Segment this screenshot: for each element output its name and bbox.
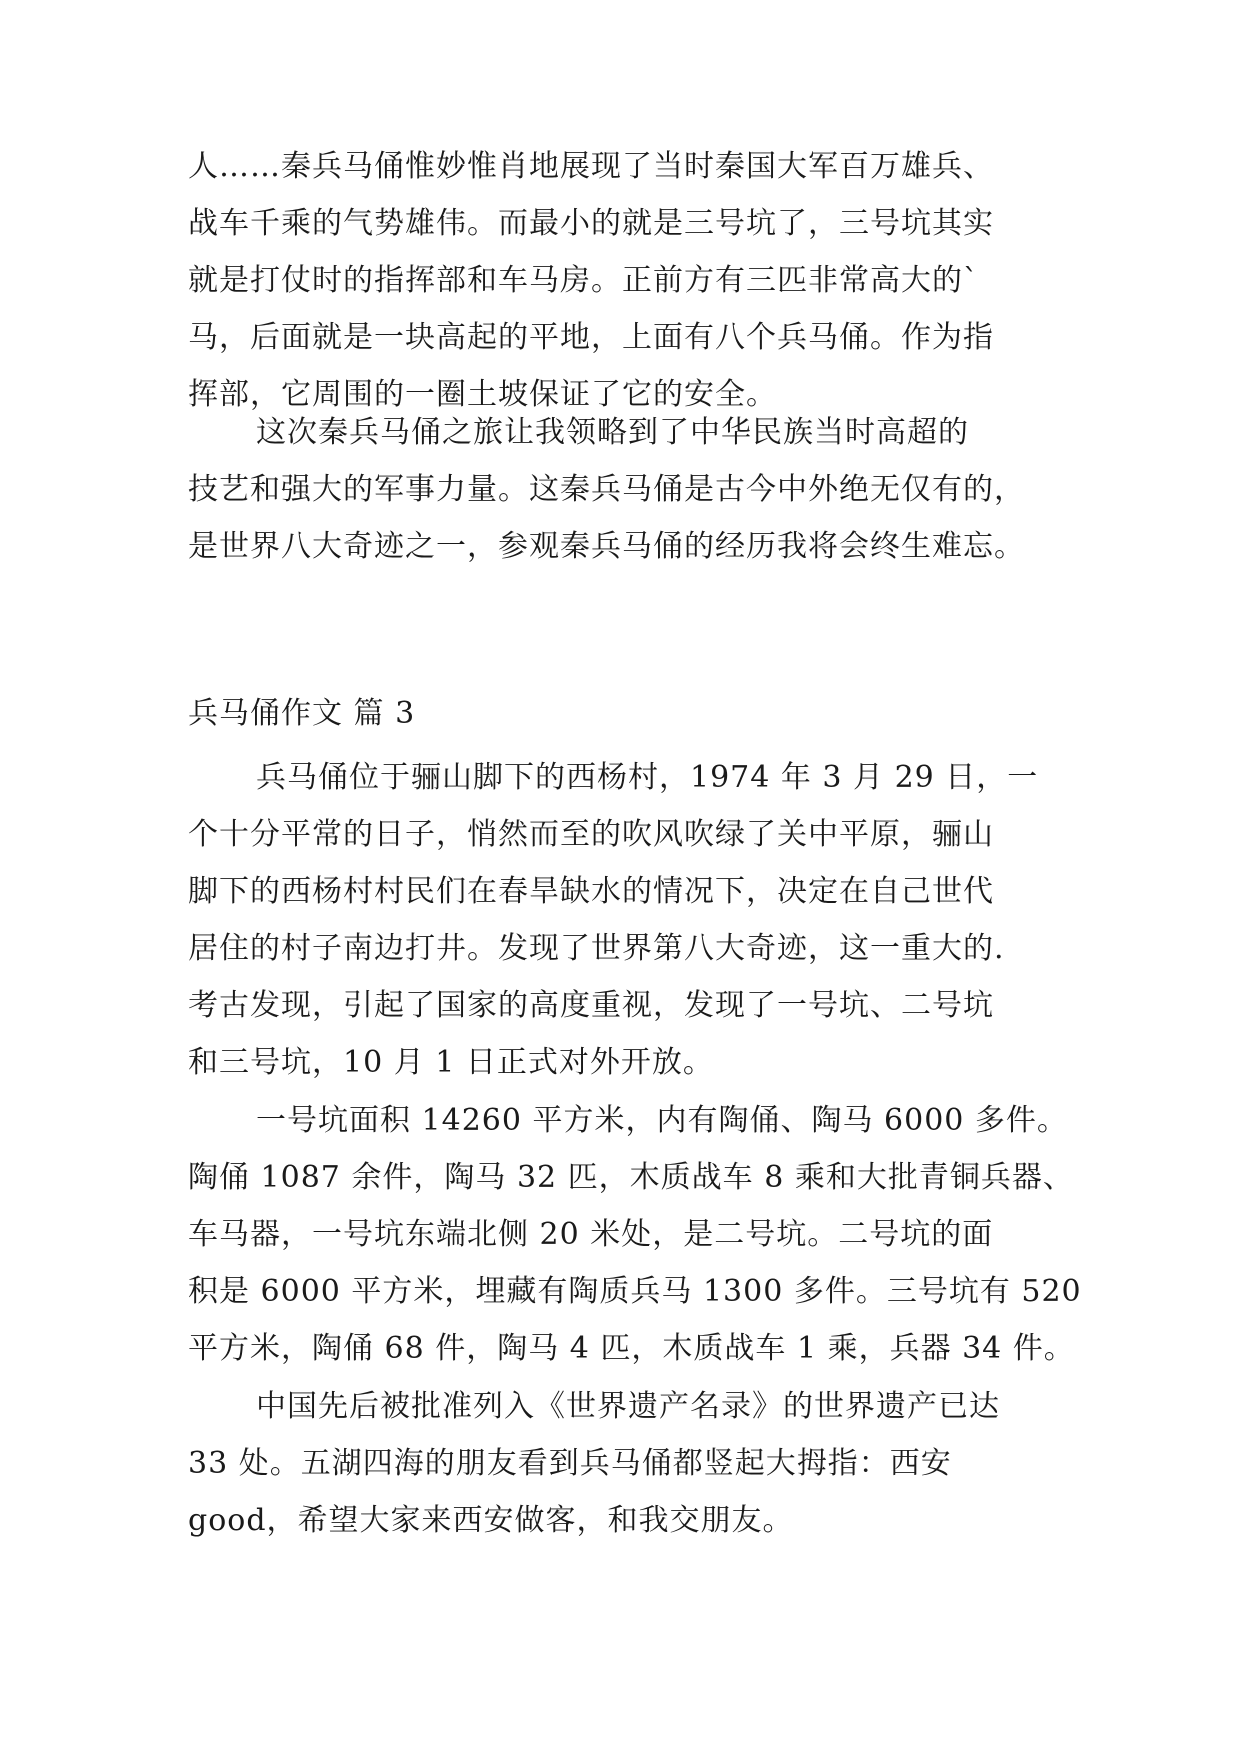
text-line: 积是 6000 平方米，埋藏有陶质兵马 1300 多件。三号坑有 520 [188, 1274, 1082, 1309]
text-line: good，希望大家来西安做客，和我交朋友。 [188, 1503, 794, 1538]
text-line: 挥部，它周围的一圈土坡保证了它的安全。 [188, 377, 777, 412]
text-line: 这次秦兵马俑之旅让我领略到了中华民族当时高超的 [256, 415, 969, 450]
text-line: 技艺和强大的军事力量。这秦兵马俑是古今中外绝无仅有的， [188, 472, 1025, 507]
text-line: 个十分平常的日子，悄然而至的吹风吹绿了关中平原，骊山 [188, 817, 994, 852]
text-line: 是世界八大奇迹之一，参观秦兵马俑的经历我将会终生难忘。 [188, 529, 1025, 564]
text-line: 人……秦兵马俑惟妙惟肖地展现了当时秦国大军百万雄兵、 [188, 149, 994, 184]
paragraph-heritage [188, 1378, 1068, 1549]
text-line: 战车千乘的气势雄伟。而最小的就是三号坑了，三号坑其实 [188, 206, 994, 241]
text-line: 车马器，一号坑东端北侧 20 米处，是二号坑。二号坑的面 [188, 1217, 994, 1252]
text-line: 马，后面就是一块高起的平地，上面有八个兵马俑。作为指 [188, 320, 994, 355]
text-line: 脚下的西杨村村民们在春旱缺水的情况下，决定在自己世代 [188, 874, 994, 909]
text-line: 考古发现，引起了国家的高度重视，发现了一号坑、二号坑 [188, 988, 994, 1023]
text-line: 兵马俑位于骊山脚下的西杨村，1974 年 3 月 29 日，一 [256, 760, 1039, 795]
continuation-paragraph [188, 138, 1068, 423]
text-line: 居住的村子南边打井。发现了世界第八大奇迹，这一重大的. [188, 931, 1005, 966]
section-heading: 兵马俑作文 篇 3 [188, 696, 416, 731]
paragraph-pits [188, 1092, 1082, 1377]
text-line: 就是打仗时的指挥部和车马房。正前方有三匹非常高大的` [188, 263, 979, 298]
text-line: 一号坑面积 14260 平方米，内有陶俑、陶马 6000 多件。 [256, 1103, 1068, 1138]
text-line: 平方米，陶俑 68 件，陶马 4 匹，木质战车 1 乘，兵器 34 件。 [188, 1331, 1075, 1366]
text-line: 33 处。五湖四海的朋友看到兵马俑都竖起大拇指：西安 [188, 1446, 952, 1481]
paragraph-location [188, 749, 1068, 1091]
conclusion-paragraph [188, 404, 1068, 575]
text-line: 和三号坑，10 月 1 日正式对外开放。 [188, 1045, 714, 1080]
text-line: 中国先后被批准列入《世界遗产名录》的世界遗产已达 [256, 1389, 1000, 1424]
text-line: 陶俑 1087 余件，陶马 32 匹，木质战车 8 乘和大批青铜兵器、 [188, 1160, 1074, 1195]
